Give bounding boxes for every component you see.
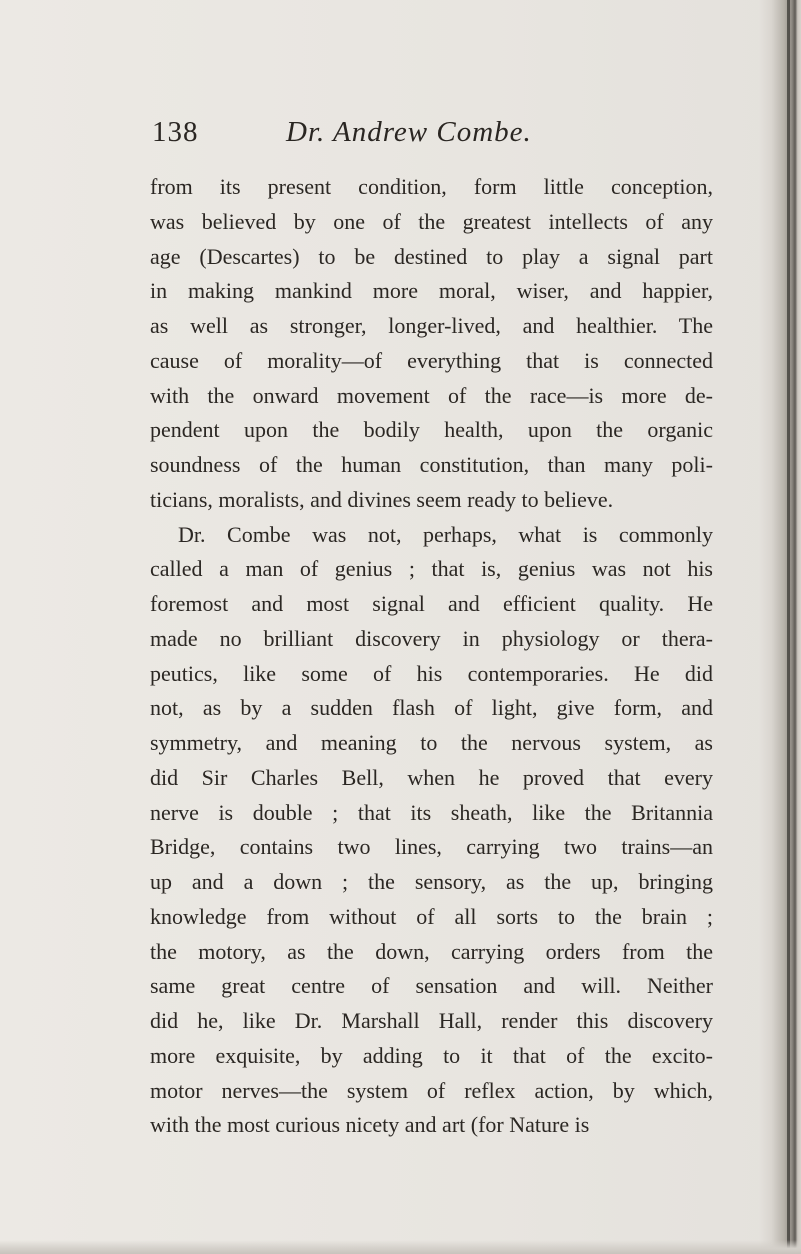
text-line: up and a down ; the sensory, as the up, bringing [150,869,713,894]
text-line: foremost and most signal and efficient quality. He [150,591,713,616]
page-number: 138 [152,116,199,148]
text-line: motor nerves—the system of reflex action, by which, [150,1077,713,1103]
text-line: soundness of the human constitution, than many poli- [150,452,713,477]
text-line: same great centre of sensation and will. Neither [150,973,713,999]
binding-shadow [787,0,790,1254]
text-line: pendent upon the bodily health, upon the organic [150,417,713,443]
text-line: not, as by a sudden flash of light, give form, and [150,695,713,721]
text-line: was believed by one of the greatest intellects of any [150,208,713,234]
text-line: nerve is double ; that its sheath, like the Britannia [150,799,713,825]
text-line: called a man of genius ; that is, genius was not his [150,556,713,582]
text-line: symmetry, and meaning to the nervous system, as [150,730,713,755]
paragraph-first-line: Dr. Combe was not, perhaps, what is commonly [178,521,713,547]
text-line: with the onward movement of the race—is more de- [150,382,713,408]
text-line: did he, like Dr. Marshall Hall, render this discovery [150,1008,713,1033]
text-line: as well as stronger, longer-lived, and healthier. The [150,313,713,338]
text-line: from its present condition, form little conception, [150,174,713,199]
text-line: age (Descartes) to be destined to play a signal part [150,243,713,269]
text-line: knowledge from without of all sorts to the brain ; [150,903,713,929]
book-gutter [759,0,801,1254]
running-head [152,116,712,156]
body-text [150,170,713,1143]
page-bottom-edge [0,1240,801,1254]
text-line: ticians, moralists, and divines seem ready to believe. [150,486,614,512]
text-line: in making mankind more moral, wiser, and happier, [150,278,713,304]
text-line: made no brilliant discovery in physiology or thera- [150,625,713,651]
text-line: did Sir Charles Bell, when he proved that every [150,764,713,790]
text-line: cause of morality—of everything that is connected [150,347,713,373]
text-line: Bridge, contains two lines, carrying two trains—an [150,834,713,860]
text-line: peutics, like some of his contemporaries. He did [150,660,713,686]
text-line: more exquisite, by adding to it that of the excito- [150,1042,713,1068]
text-line: with the most curious nicety and art (for Nature is [150,1112,590,1138]
text-line: the motory, as the down, carrying orders from the [150,938,713,964]
running-title: Dr. Andrew Combe. [286,116,532,148]
